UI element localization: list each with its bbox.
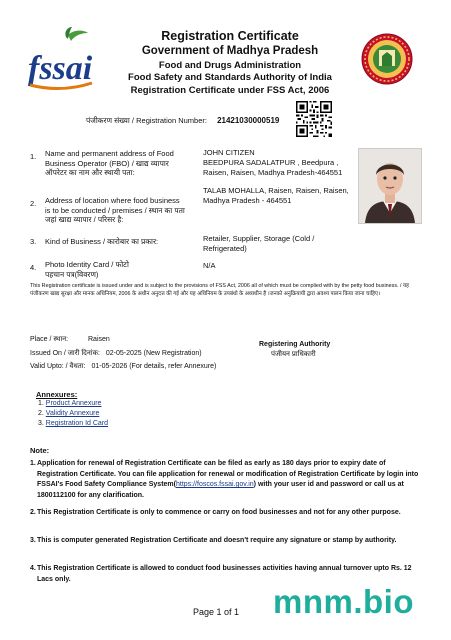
business-kind-value: Retailer, Supplier, Storage (Cold / Refrigerated) — [203, 234, 315, 253]
business-kind-label: Kind of Business / कारोबार का प्रकार: — [45, 237, 159, 246]
svg-text:fssai: fssai — [28, 50, 93, 87]
certificate-title: Registration Certificate — [161, 29, 299, 43]
qr-code — [296, 101, 332, 137]
note-item: 2. This Registration Certificate is only to commence or carry on food businesses and not for any other purpose. — [30, 509, 401, 516]
fssai-logo — [28, 27, 94, 93]
photo-id-label: Photo Identity Card / फोटो पहचान पत्र(विवरण) — [45, 260, 129, 279]
place-value: Raisen — [88, 336, 110, 343]
issued-row — [30, 349, 202, 358]
fbo-photo — [358, 148, 422, 224]
field-number: 3. — [30, 237, 37, 246]
registering-authority: Registering Authority — [259, 341, 331, 348]
validity-annexure-link[interactable]: Validity Annexure — [45, 410, 100, 417]
business-location-label: Address of location where food business is to be conducted / premises / स्थान का पता जहां खाद्य व्यापार / परिसर है: — [45, 196, 185, 224]
state-emblem — [360, 32, 414, 86]
registration-number: 21421030000519 — [217, 116, 280, 125]
annexures-heading: Annexures: — [36, 390, 78, 399]
issued-value: 02-05-2025 (New Registration) — [105, 350, 202, 357]
annexure-item[interactable]: 1. Product Annexure — [38, 400, 102, 407]
fbo-name-label: Name and permanent address of Food Business Operator (FBO) / खाद्य व्यापार ऑपरेटर का नाम और स्थायी पता: — [45, 149, 174, 177]
valid-value: 01-05-2026 (For details, refer Annexure) — [91, 363, 217, 370]
department-name: Food and Drugs Administration — [158, 60, 302, 71]
note-item: 4. This Registration Certificate is allowed to conduct food businesses activities having annual turnover upto Rs. 12 Lacs only. — [30, 565, 412, 583]
note-item: 1. Application for renewal of Registration Certificate can be filed as early as 180 days prior to expiry date of Registration Certificate. You can file application for renewal or modification of Registration Certificate by login into FSSAI's Food Safety Compliance System(https://foscos.fssai.gov.in) with your user id and password or call us at 1800112100 for any clarification. — [30, 460, 419, 499]
valid-row — [30, 362, 216, 371]
foscos-link[interactable]: https://foscos.fssai.gov.in — [175, 481, 254, 488]
annexure-item[interactable]: 3. Registration Id Card — [38, 420, 109, 427]
page-number: Page 1 of 1 — [193, 607, 240, 617]
registration-number-row — [86, 116, 279, 126]
government-name: Government of Madhya Pradesh — [141, 45, 319, 57]
field-number: 1. — [30, 152, 37, 161]
field-number: 4. — [30, 263, 37, 272]
watermark: mnm.bio — [273, 583, 414, 620]
business-location-value: TALAB MOHALLA, Raisen, Raisen, Raisen, Madhya Pradesh - 464551 — [203, 186, 349, 205]
place-row — [30, 335, 110, 344]
certificate-conditions: This Registration certificate is issued under and is subject to the provisions of FSS Act, 2006 all of which must be complied with by the petty food business. / यह पंजीकरण खाद्य सुरक्षा और मानक अधिनियम, 2006 के अधीन अनुदत्त की गई और यह अधिनियम के उपबंधो के अध्यधीन है ।जनको अनुक्रियायी द्वारा अवश्य पालन किया जाना चाहिए। — [30, 283, 410, 297]
place-label: Place / स्थान: — [30, 336, 69, 343]
authority-name: Food Safety and Standards Authority of India — [128, 72, 332, 83]
photo-id-value: N/A — [203, 261, 216, 270]
registration-id-card-link[interactable]: Registration Id Card — [45, 420, 109, 427]
registration-number-label: पंजीकरण संख्या / Registration Number: — [86, 116, 207, 125]
valid-label: Valid Upto: / वैधता: — [30, 363, 86, 370]
fbo-name-value: JOHN CITIZEN BEEDPURA SADALATPUR , Beedpura , Raisen, Raisen, Madhya Pradesh-464551 — [203, 148, 343, 177]
annexure-item[interactable]: 2. Validity Annexure — [38, 410, 100, 417]
registering-authority-hindi: पंजीयन प्राधिकारी — [271, 351, 316, 358]
issued-label: Issued On / जारी दिनांक: — [30, 350, 100, 357]
field-number: 2. — [30, 199, 37, 208]
notes-heading: Note: — [30, 446, 50, 455]
product-annexure-link[interactable]: Product Annexure — [45, 400, 102, 407]
note-item: 3. This is computer generated Registration Certificate and doesn't require any signature or stamp by authority. — [30, 537, 397, 544]
act-name: Registration Certificate under FSS Act, 2006 — [130, 85, 330, 96]
